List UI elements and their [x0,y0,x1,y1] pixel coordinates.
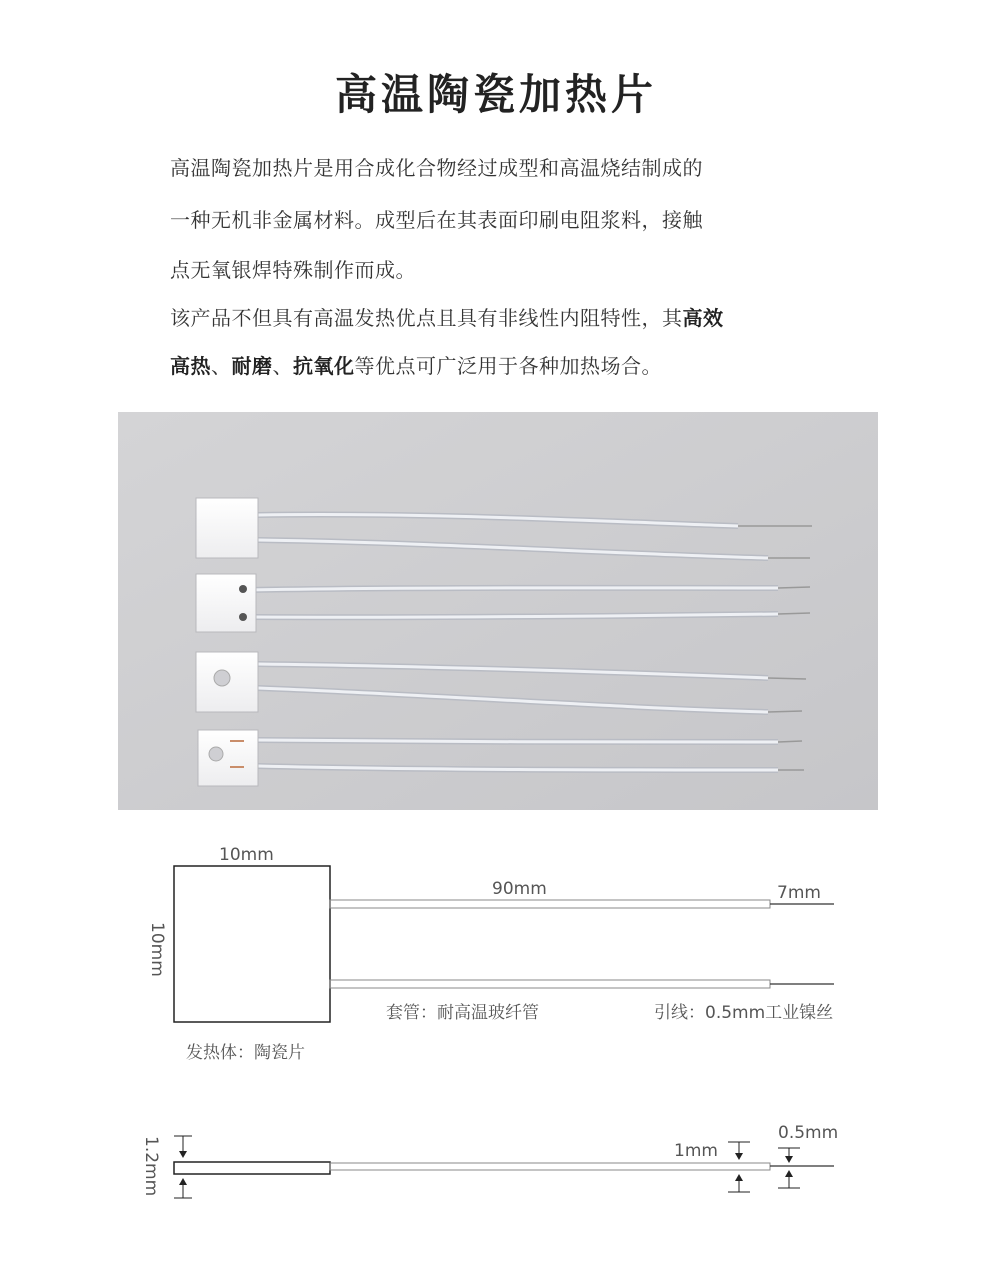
intro-line-3: 点无氧银焊特殊制作而成。 [170,258,416,282]
intro-line-5-text: 等优点可广泛用于各种加热场合。 [354,354,662,378]
sleeve-material-label: 套管：耐高温玻纤管 [386,1003,539,1023]
intro-line-4 [170,302,850,331]
intro-highlight-oxidation: 抗氧化 [293,354,355,378]
sleeve-diameter-label: 1mm [674,1141,718,1161]
width-dimension-label: 10mm [219,845,274,865]
intro-sep-2: 、 [272,354,293,378]
intro-highlight-heat: 高热 [170,354,211,378]
lead-wire-label: 引线：0.5mm工业镍丝 [654,1003,834,1023]
tip-dimension-label: 7mm [777,883,821,903]
wire-diameter-label: 0.5mm [778,1123,839,1143]
intro-highlight-wear: 耐磨 [231,354,273,378]
intro-sep-1: 、 [211,354,232,378]
intro-line-1: 高温陶瓷加热片是用合成化合物经过成型和高温烧结制成的 [170,156,703,180]
length-dimension-label: 90mm [492,879,547,899]
intro-line-4-text: 该产品不但具有高温发热优点且具有非线性内阻特性，其 [170,306,683,330]
intro-highlight-efficient: 高效 [682,306,724,330]
heating-body-label: 发热体：陶瓷片 [186,1043,305,1063]
dimension-diagram [0,830,992,1250]
height-dimension-label: 10mm [147,922,167,977]
product-photo [118,412,878,810]
side-view-drawing [174,1136,834,1198]
thickness-dimension-label: 1.2mm [141,1136,161,1197]
intro-line-2: 一种无机非金属材料。成型后在其表面印刷电阻浆料，接触 [170,208,703,232]
intro-line-5 [170,350,850,379]
page-title: 高温陶瓷加热片 [334,70,657,119]
